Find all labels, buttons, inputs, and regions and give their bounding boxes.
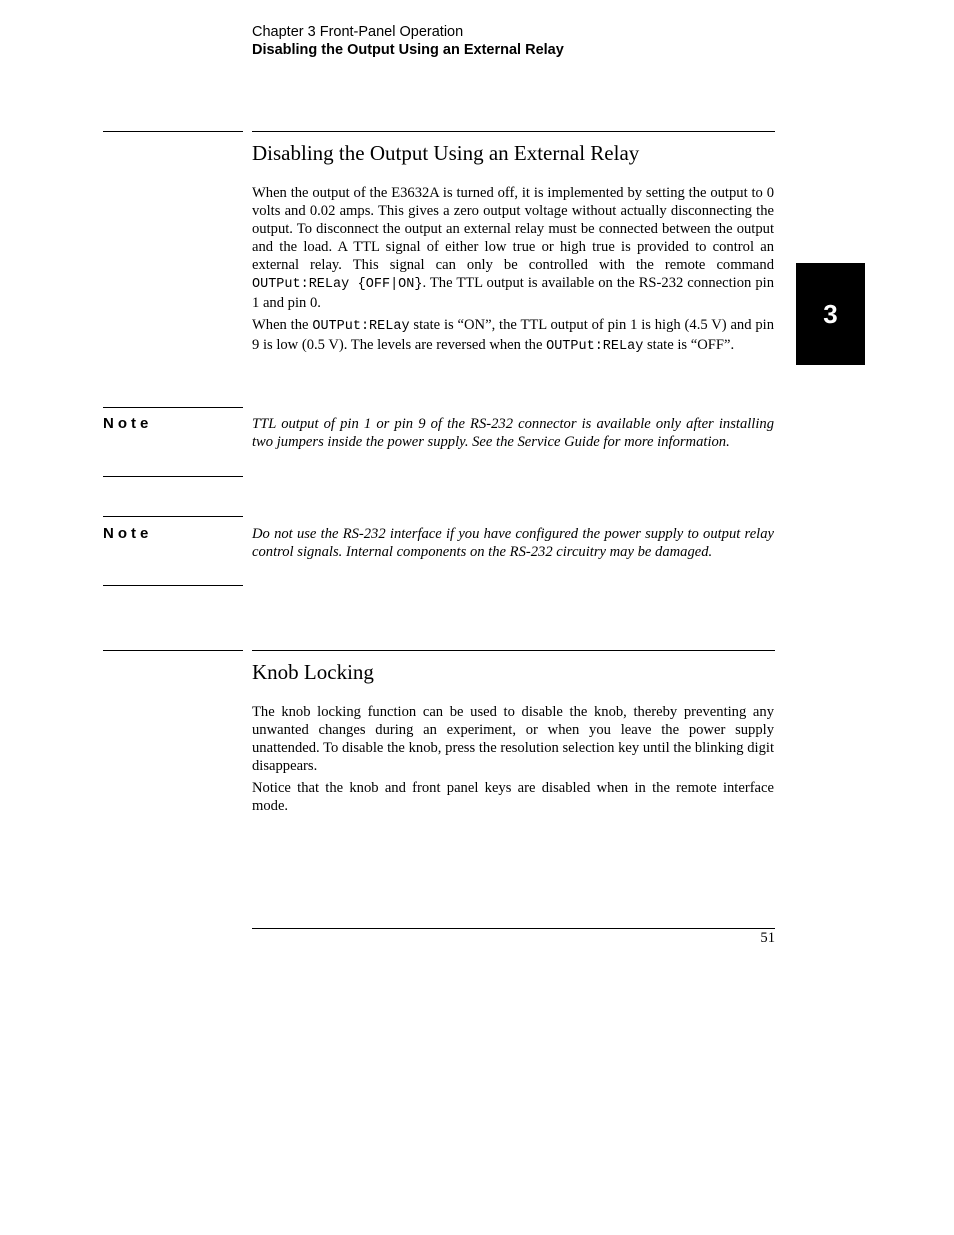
section-body-external-relay (252, 184, 774, 360)
command-text: OUTPut:RELay (312, 319, 410, 334)
command-text: OUTPut:RELay {OFF|ON} (252, 277, 423, 292)
page-number: 51 (760, 930, 775, 946)
running-header-section: Disabling the Output Using an External Relay (252, 42, 564, 58)
note-label: Note (103, 525, 153, 542)
note-text: Do not use the RS-232 interface if you have configured the power supply to output relay control signals. Internal components on the RS-232 circuitry may be damaged. (252, 526, 774, 560)
section-title-external-relay: Disabling the Output Using an External Relay (252, 141, 640, 165)
chapter-tab: 3 (796, 263, 865, 365)
note-label: Note (103, 415, 153, 432)
section-body-knob-locking (252, 703, 774, 819)
paragraph-text: When the (252, 317, 313, 333)
section-rule-left (103, 650, 243, 651)
section-title-knob-locking: Knob Locking (252, 660, 374, 684)
note-rule-bottom (103, 585, 243, 586)
paragraph-text: When the output of the E3632A is turned off, it is implemented by setting the output to 0 volts and 0.02 amps. This gives a zero output voltage without actually disconnecting the output. To disconnect the output an external relay must be connected between the output and the load. A TTL signal of either low true or high true is provided to control an external relay. This signal can only be controlled with the remote command (252, 185, 774, 273)
note-rule-top (103, 516, 243, 517)
paragraph-text: state is “OFF”. (643, 337, 735, 353)
paragraph-text: state is “ON”, the TTL output of pin 1 is high (4.5 V) and pin 9 is low (0.5 V). The levels are reversed when the (252, 317, 774, 353)
footer-rule (252, 928, 775, 929)
paragraph-text: . The TTL output is available on the RS-232 connection pin 1 and pin 0. (252, 275, 774, 311)
section-rule-left (103, 131, 243, 132)
paragraph: The knob locking function can be used to disable the knob, thereby preventing any unwanted changes during an experiment, or when you leave the power supply unattended. To disable the knob, press the resolution selection key until the blinking digit disappears. (252, 704, 774, 774)
paragraph (252, 184, 774, 312)
paragraph (252, 316, 774, 356)
section-rule-right (252, 650, 775, 651)
command-text: OUTPut:RELay (546, 339, 644, 354)
note-rule-top (103, 407, 243, 408)
running-header-chapter: Chapter 3 Front-Panel Operation (252, 24, 464, 40)
note-rule-bottom (103, 476, 243, 477)
section-rule-right (252, 131, 775, 132)
note-text: TTL output of pin 1 or pin 9 of the RS-232 connector is available only after installing two jumpers inside the power supply. See the Service Guide for more information. (252, 416, 774, 450)
paragraph: Notice that the knob and front panel keys are disabled when in the remote interface mode. (252, 780, 774, 814)
